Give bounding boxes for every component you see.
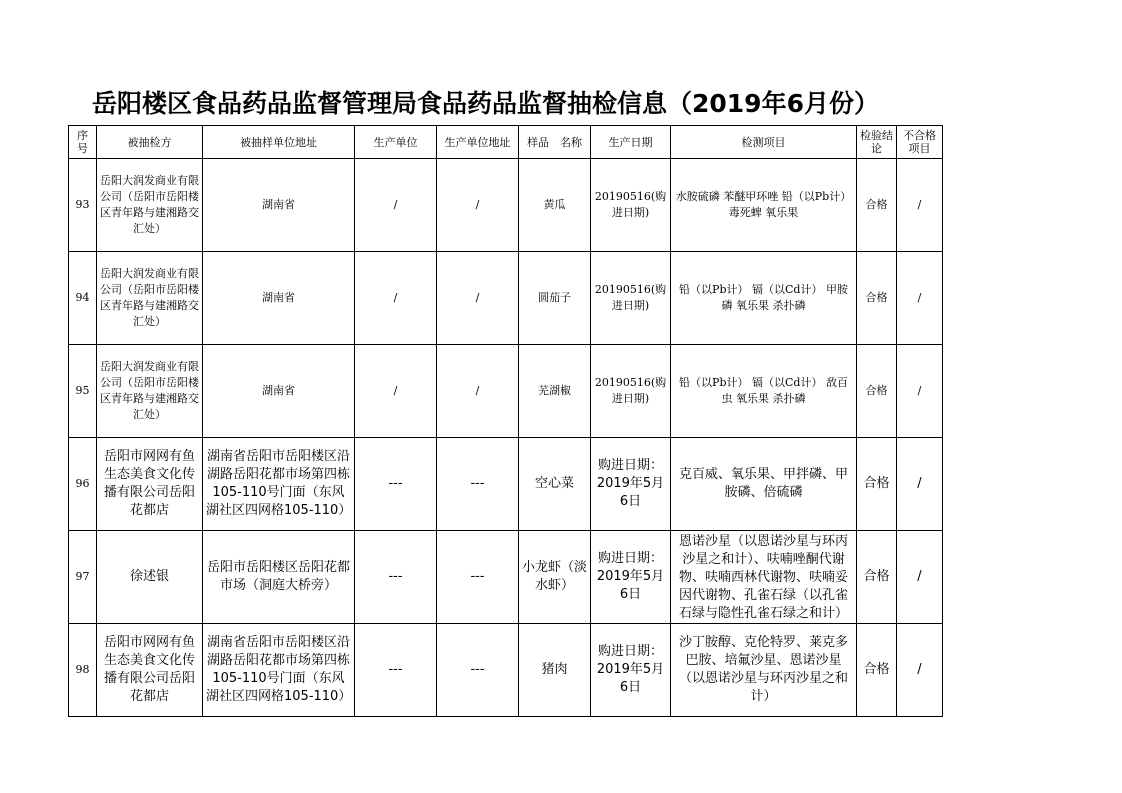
cell-address xyxy=(203,438,355,531)
cell-seq: 95 xyxy=(69,345,97,438)
cell-items: 铅（以Pb计） 镉（以Cd计） 甲胺磷 氧乐果 杀扑磷 xyxy=(671,252,857,345)
cell-seq: 94 xyxy=(69,252,97,345)
cell-result: 合格 xyxy=(857,438,897,531)
header-inspected: 被抽检方 xyxy=(97,126,203,159)
cell-result: 合格 xyxy=(857,252,897,345)
cell-date: 购进日期：2019年5月6日 xyxy=(591,438,671,531)
table-row xyxy=(69,345,943,438)
header-items: 检测项目 xyxy=(671,126,857,159)
cell-failed: / xyxy=(897,252,943,345)
cell-address: 湖南省 xyxy=(203,159,355,252)
cell-producer-address: / xyxy=(437,159,519,252)
cell-address: 岳阳市岳阳楼区岳阳花都市场（洞庭大桥旁） xyxy=(203,531,355,624)
cell-seq: 97 xyxy=(69,531,97,624)
cell-seq: 96 xyxy=(69,438,97,531)
cell-inspected: 徐述银 xyxy=(97,531,203,624)
cell-producer: --- xyxy=(355,438,437,531)
inspection-table xyxy=(68,125,943,717)
cell-producer: / xyxy=(355,159,437,252)
cell-producer: / xyxy=(355,252,437,345)
cell-date: 20190516(购进日期) xyxy=(591,345,671,438)
cell-sample: 空心菜 xyxy=(519,438,591,531)
cell-date: 购进日期：2019年5月6日 xyxy=(591,624,671,717)
cell-producer-address: / xyxy=(437,345,519,438)
cell-failed: / xyxy=(897,624,943,717)
cell-address-text: 湖南省岳阳市岳阳楼区沿湖路岳阳花都市场第四栋105-110号门面（东风湖社区四网格105-110） xyxy=(206,449,351,518)
cell-sample: 芜湖椒 xyxy=(519,345,591,438)
header-seq: 序号 xyxy=(69,126,97,159)
cell-sample: 黄瓜 xyxy=(519,159,591,252)
cell-address: 湖南省 xyxy=(203,252,355,345)
table-header-row xyxy=(69,126,943,159)
cell-inspected: 岳阳市网网有鱼生态美食文化传播有限公司岳阳花都店 xyxy=(97,624,203,717)
cell-producer-address: --- xyxy=(437,531,519,624)
cell-address: 湖南省 xyxy=(203,345,355,438)
cell-seq: 93 xyxy=(69,159,97,252)
header-producer: 生产单位 xyxy=(355,126,437,159)
header-sample: 样品 名称 xyxy=(519,126,591,159)
table-row xyxy=(69,252,943,345)
cell-seq: 98 xyxy=(69,624,97,717)
table-row xyxy=(69,531,943,624)
cell-producer: --- xyxy=(355,531,437,624)
cell-sample: 圆茄子 xyxy=(519,252,591,345)
header-producer-address: 生产单位地址 xyxy=(437,126,519,159)
header-date: 生产日期 xyxy=(591,126,671,159)
cell-items: 克百威、氧乐果、甲拌磷、甲胺磷、倍硫磷 xyxy=(671,438,857,531)
cell-producer-address: --- xyxy=(437,438,519,531)
cell-result: 合格 xyxy=(857,159,897,252)
cell-items xyxy=(671,531,857,624)
document-title: 岳阳楼区食品药品监督管理局食品药品监督抽检信息（2019年6月份） xyxy=(92,89,879,118)
table-row xyxy=(69,624,943,717)
cell-producer-address: --- xyxy=(437,624,519,717)
cell-producer-address: / xyxy=(437,252,519,345)
cell-result: 合格 xyxy=(857,624,897,717)
cell-failed: / xyxy=(897,531,943,624)
cell-failed: / xyxy=(897,159,943,252)
table-row xyxy=(69,438,943,531)
cell-inspected: 岳阳大润发商业有限公司（岳阳市岳阳楼区青年路与建湘路交汇处） xyxy=(97,159,203,252)
cell-address-text: 湖南省岳阳市岳阳楼区沿湖路岳阳花都市场第四栋105-110号门面（东风湖社区四网格105-110） xyxy=(206,635,351,704)
cell-date: 购进日期：2019年5月6日 xyxy=(591,531,671,624)
header-result: 检验结论 xyxy=(857,126,897,159)
cell-items: 水胺硫磷 苯醚甲环唑 铅（以Pb计） 毒死蜱 氧乐果 xyxy=(671,159,857,252)
cell-sample: 猪肉 xyxy=(519,624,591,717)
cell-result: 合格 xyxy=(857,531,897,624)
cell-inspected: 岳阳大润发商业有限公司（岳阳市岳阳楼区青年路与建湘路交汇处） xyxy=(97,252,203,345)
cell-failed: / xyxy=(897,438,943,531)
cell-items-text: 恩诺沙星（以恩诺沙星与环丙沙星之和计）、呋喃唑酮代谢物、呋喃西林代谢物、呋喃妥因代谢物、孔雀石绿（以孔雀石绿与隐性孔雀石绿之和计） xyxy=(678,534,848,621)
cell-items xyxy=(671,624,857,717)
cell-inspected: 岳阳市网网有鱼生态美食文化传播有限公司岳阳花都店 xyxy=(97,438,203,531)
cell-producer: / xyxy=(355,345,437,438)
cell-result: 合格 xyxy=(857,345,897,438)
cell-sample: 小龙虾（淡水虾） xyxy=(519,531,591,624)
header-address: 被抽样单位地址 xyxy=(203,126,355,159)
header-failed: 不合格项目 xyxy=(897,126,943,159)
cell-date: 20190516(购进日期) xyxy=(591,159,671,252)
table-row xyxy=(69,159,943,252)
cell-items: 铅（以Pb计） 镉（以Cd计） 敌百虫 氧乐果 杀扑磷 xyxy=(671,345,857,438)
cell-date: 20190516(购进日期) xyxy=(591,252,671,345)
cell-items-text: 沙丁胺醇、克伦特罗、莱克多巴胺、培氟沙星、恩诺沙星（以恩诺沙星与环丙沙星之和计） xyxy=(678,635,848,704)
cell-address xyxy=(203,624,355,717)
cell-inspected: 岳阳大润发商业有限公司（岳阳市岳阳楼区青年路与建湘路交汇处） xyxy=(97,345,203,438)
cell-producer: --- xyxy=(355,624,437,717)
cell-failed: / xyxy=(897,345,943,438)
